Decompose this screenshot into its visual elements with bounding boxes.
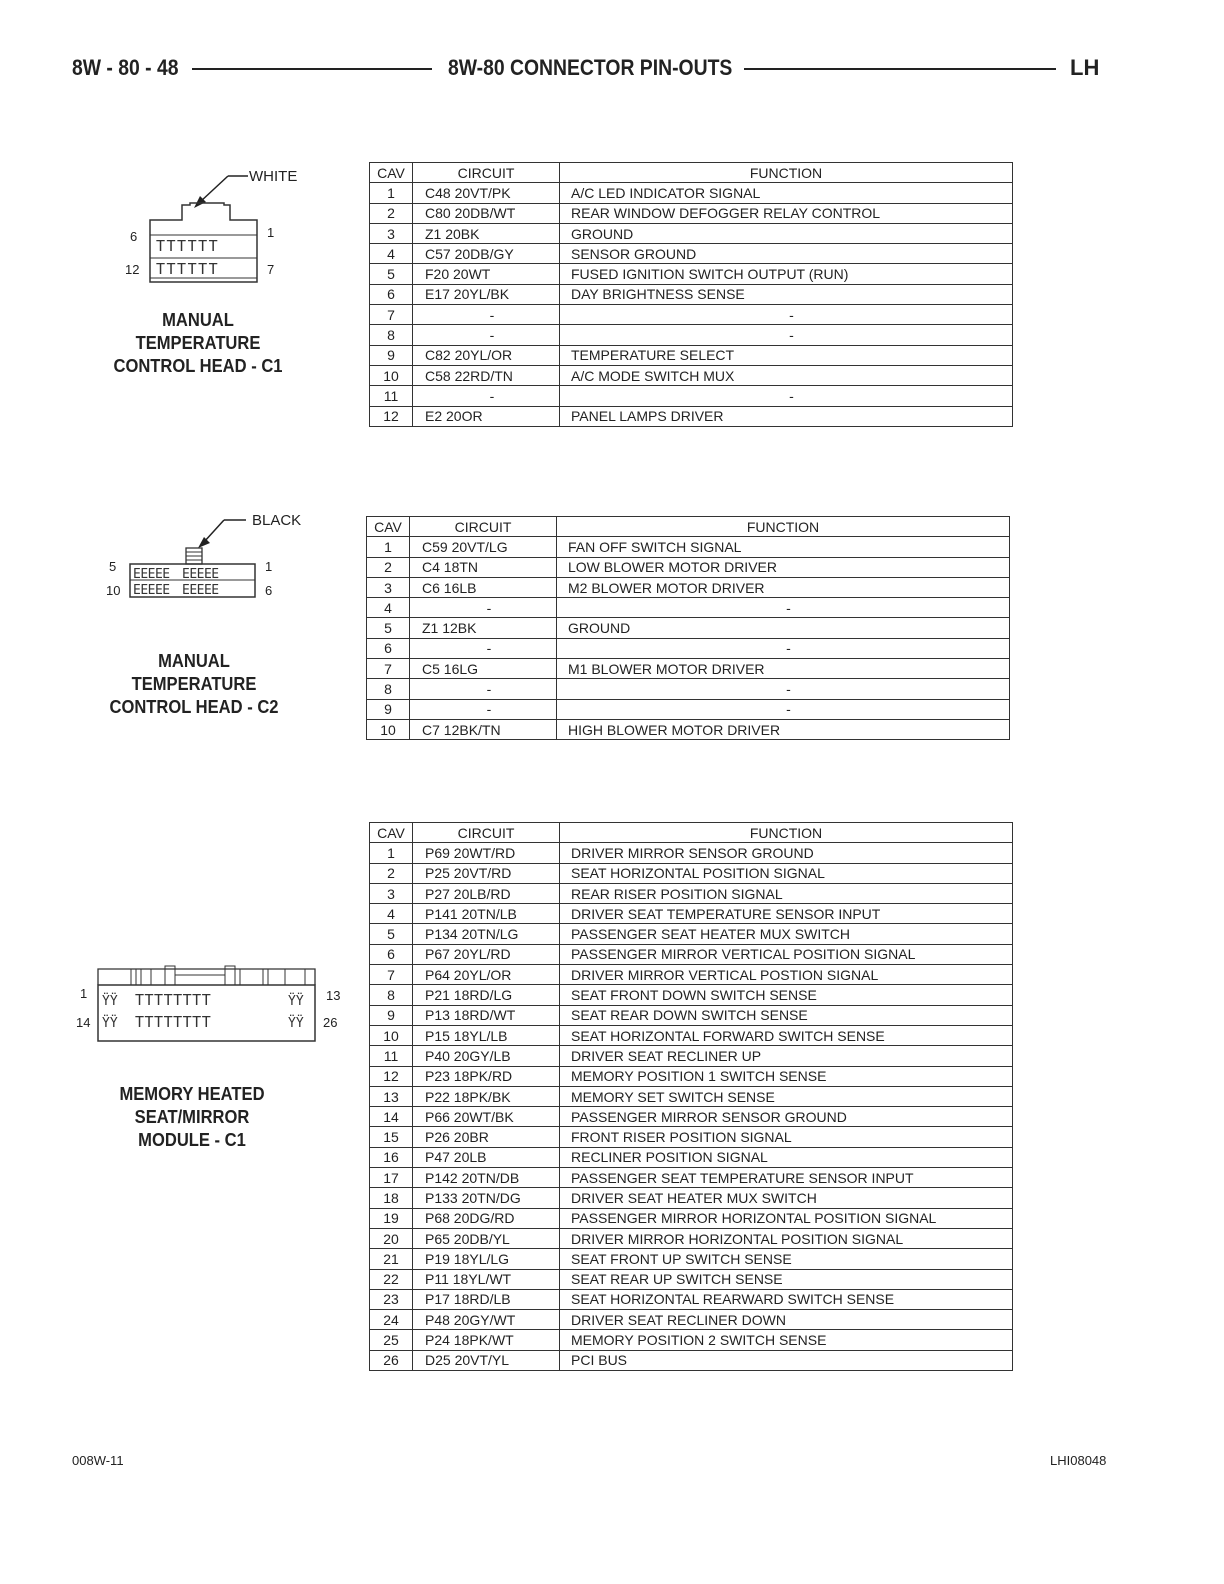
function-cell: - bbox=[560, 386, 1013, 406]
column-header: CAV bbox=[367, 517, 410, 537]
cav-cell: 12 bbox=[370, 1066, 413, 1086]
function-cell: REAR WINDOW DEFOGGER RELAY CONTROL bbox=[560, 203, 1013, 223]
function-cell: PANEL LAMPS DRIVER bbox=[560, 406, 1013, 426]
circuit-cell: E2 20OR bbox=[413, 406, 560, 426]
function-cell: FUSED IGNITION SWITCH OUTPUT (RUN) bbox=[560, 264, 1013, 284]
table-row bbox=[370, 325, 1013, 345]
connector-memory-caption bbox=[93, 1083, 292, 1152]
caption-line: MANUAL TEMPERATURE bbox=[135, 310, 261, 353]
footer-right-code: LHI08048 bbox=[1050, 1453, 1107, 1468]
function-cell: M2 BLOWER MOTOR DRIVER bbox=[557, 577, 1010, 597]
cav-cell: 10 bbox=[370, 365, 413, 385]
function-cell: PASSENGER SEAT TEMPERATURE SENSOR INPUT bbox=[560, 1168, 1013, 1188]
side-label: LH bbox=[1070, 55, 1100, 80]
function-cell: - bbox=[560, 305, 1013, 325]
circuit-cell: E17 20YL/BK bbox=[413, 284, 560, 304]
cav-cell: 12 bbox=[370, 406, 413, 426]
cav-cell: 11 bbox=[370, 386, 413, 406]
column-header: CAV bbox=[370, 823, 413, 843]
function-cell: SEAT FRONT DOWN SWITCH SENSE bbox=[560, 985, 1013, 1005]
table-row bbox=[367, 699, 1010, 719]
connector-c1-pin-label-12: 12 bbox=[125, 262, 140, 277]
function-cell: DRIVER SEAT TEMPERATURE SENSOR INPUT bbox=[560, 904, 1013, 924]
connector-memory-pin-label-1: 1 bbox=[80, 986, 88, 1001]
cav-cell: 1 bbox=[370, 183, 413, 203]
table-row bbox=[370, 924, 1013, 944]
function-cell: SEAT REAR DOWN SWITCH SENSE bbox=[560, 1005, 1013, 1025]
cav-cell: 1 bbox=[370, 843, 413, 863]
circuit-cell: D25 20VT/YL bbox=[413, 1350, 560, 1370]
circuit-cell: P134 20TN/LG bbox=[413, 924, 560, 944]
function-cell: HIGH BLOWER MOTOR DRIVER bbox=[557, 719, 1010, 739]
cav-cell: 22 bbox=[370, 1269, 413, 1289]
circuit-cell: - bbox=[410, 699, 557, 719]
circuit-cell: P142 20TN/DB bbox=[413, 1168, 560, 1188]
function-cell: GROUND bbox=[557, 618, 1010, 638]
svg-text:EEEEE: EEEEE bbox=[133, 583, 170, 598]
function-cell: GROUND bbox=[560, 223, 1013, 243]
function-cell: DRIVER SEAT RECLINER UP bbox=[560, 1046, 1013, 1066]
connector-c1-color: WHITE bbox=[249, 168, 298, 185]
caption-line: MODULE - C1 bbox=[138, 1130, 246, 1150]
column-header: CIRCUIT bbox=[413, 163, 560, 183]
table-row bbox=[370, 1249, 1013, 1269]
cav-cell: 26 bbox=[370, 1350, 413, 1370]
table-row bbox=[370, 1086, 1013, 1106]
table-row bbox=[370, 863, 1013, 883]
circuit-cell: P11 18YL/WT bbox=[413, 1269, 560, 1289]
circuit-cell: C82 20YL/OR bbox=[413, 345, 560, 365]
table-row bbox=[370, 365, 1013, 385]
circuit-cell: - bbox=[410, 638, 557, 658]
function-cell: DRIVER SEAT HEATER MUX SWITCH bbox=[560, 1188, 1013, 1208]
circuit-cell: P66 20WT/BK bbox=[413, 1107, 560, 1127]
function-cell: - bbox=[557, 638, 1010, 658]
table-row bbox=[370, 223, 1013, 243]
circuit-cell: P67 20YL/RD bbox=[413, 944, 560, 964]
table-header-row bbox=[370, 163, 1013, 183]
circuit-cell: C7 12BK/TN bbox=[410, 719, 557, 739]
cav-cell: 6 bbox=[370, 284, 413, 304]
cav-cell: 2 bbox=[370, 203, 413, 223]
connector-memory-pin-label-26: 26 bbox=[323, 1015, 338, 1030]
cav-cell: 23 bbox=[370, 1289, 413, 1309]
cav-cell: 6 bbox=[367, 638, 410, 658]
cav-cell: 17 bbox=[370, 1168, 413, 1188]
function-cell: SEAT HORIZONTAL FORWARD SWITCH SENSE bbox=[560, 1025, 1013, 1045]
cav-cell: 3 bbox=[370, 223, 413, 243]
caption-line: CONTROL HEAD - C2 bbox=[109, 697, 279, 717]
circuit-cell: P22 18PK/BK bbox=[413, 1086, 560, 1106]
circuit-cell: - bbox=[413, 305, 560, 325]
svg-text:TTTTTTTT: TTTTTTTT bbox=[135, 991, 212, 1009]
function-cell: MEMORY POSITION 2 SWITCH SENSE bbox=[560, 1330, 1013, 1350]
function-cell: FAN OFF SWITCH SIGNAL bbox=[557, 537, 1010, 557]
page-header bbox=[0, 55, 1224, 87]
header-rule-left bbox=[192, 68, 432, 70]
circuit-cell: C80 20DB/WT bbox=[413, 203, 560, 223]
function-cell: SEAT FRONT UP SWITCH SENSE bbox=[560, 1249, 1013, 1269]
circuit-cell: C58 22RD/TN bbox=[413, 365, 560, 385]
table-row bbox=[367, 659, 1010, 679]
function-cell: SEAT HORIZONTAL POSITION SIGNAL bbox=[560, 863, 1013, 883]
connector-c1-pinout-table bbox=[369, 162, 1013, 427]
function-cell: - bbox=[560, 325, 1013, 345]
column-header: FUNCTION bbox=[557, 517, 1010, 537]
table-row bbox=[370, 904, 1013, 924]
circuit-cell: P25 20VT/RD bbox=[413, 863, 560, 883]
function-cell: SEAT REAR UP SWITCH SENSE bbox=[560, 1269, 1013, 1289]
cav-cell: 5 bbox=[370, 264, 413, 284]
circuit-cell: P17 18RD/LB bbox=[413, 1289, 560, 1309]
table-row bbox=[367, 537, 1010, 557]
table-row bbox=[370, 1046, 1013, 1066]
svg-text:TTTTTT: TTTTTT bbox=[156, 260, 220, 278]
connector-memory-pin-label-14: 14 bbox=[76, 1015, 91, 1030]
table-row bbox=[370, 1269, 1013, 1289]
svg-text:ŸŸ: ŸŸ bbox=[288, 994, 304, 1009]
table-row bbox=[370, 345, 1013, 365]
cav-cell: 1 bbox=[367, 537, 410, 557]
circuit-cell: P21 18RD/LG bbox=[413, 985, 560, 1005]
table-row bbox=[370, 1107, 1013, 1127]
table-row bbox=[370, 386, 1013, 406]
column-header: CIRCUIT bbox=[413, 823, 560, 843]
column-header: CAV bbox=[370, 163, 413, 183]
table-row bbox=[367, 719, 1010, 739]
circuit-cell: P23 18PK/RD bbox=[413, 1066, 560, 1086]
table-row bbox=[367, 618, 1010, 638]
column-header: FUNCTION bbox=[560, 163, 1013, 183]
table-row bbox=[367, 638, 1010, 658]
function-cell: DRIVER MIRROR VERTICAL POSTION SIGNAL bbox=[560, 965, 1013, 985]
caption-line: CONTROL HEAD - C1 bbox=[113, 356, 283, 376]
cav-cell: 5 bbox=[367, 618, 410, 638]
cav-cell: 9 bbox=[367, 699, 410, 719]
table-row bbox=[367, 557, 1010, 577]
cav-cell: 8 bbox=[370, 325, 413, 345]
cav-cell: 4 bbox=[367, 598, 410, 618]
connector-c2-pin-label-6: 6 bbox=[265, 583, 273, 598]
circuit-cell: P65 20DB/YL bbox=[413, 1228, 560, 1248]
cav-cell: 4 bbox=[370, 244, 413, 264]
table-row bbox=[370, 406, 1013, 426]
cav-cell: 7 bbox=[370, 305, 413, 325]
circuit-cell: P24 18PK/WT bbox=[413, 1330, 560, 1350]
circuit-cell: C59 20VT/LG bbox=[410, 537, 557, 557]
circuit-cell: Z1 12BK bbox=[410, 618, 557, 638]
cav-cell: 10 bbox=[370, 1025, 413, 1045]
cav-cell: 8 bbox=[370, 985, 413, 1005]
circuit-cell: C5 16LG bbox=[410, 659, 557, 679]
cav-cell: 11 bbox=[370, 1046, 413, 1066]
caption-line: MANUAL TEMPERATURE bbox=[131, 651, 257, 694]
cav-cell: 10 bbox=[367, 719, 410, 739]
connector-c1-pin-label-1: 1 bbox=[267, 225, 275, 240]
svg-text:ŸŸ: ŸŸ bbox=[288, 1016, 304, 1031]
table-row bbox=[370, 944, 1013, 964]
circuit-cell: - bbox=[413, 386, 560, 406]
function-cell: MEMORY SET SWITCH SENSE bbox=[560, 1086, 1013, 1106]
cav-cell: 9 bbox=[370, 1005, 413, 1025]
function-cell: PASSENGER MIRROR SENSOR GROUND bbox=[560, 1107, 1013, 1127]
function-cell: SEAT HORIZONTAL REARWARD SWITCH SENSE bbox=[560, 1289, 1013, 1309]
function-cell: TEMPERATURE SELECT bbox=[560, 345, 1013, 365]
footer-left-code: 008W-11 bbox=[72, 1453, 124, 1468]
cav-cell: 7 bbox=[367, 659, 410, 679]
circuit-cell: P40 20GY/LB bbox=[413, 1046, 560, 1066]
table-row bbox=[370, 1330, 1013, 1350]
table-row bbox=[370, 1228, 1013, 1248]
connector-c1-pin-label-6: 6 bbox=[130, 229, 138, 244]
cav-cell: 14 bbox=[370, 1107, 413, 1127]
table-header-row bbox=[367, 517, 1010, 537]
svg-text:TTTTTT: TTTTTT bbox=[156, 237, 220, 255]
table-row bbox=[370, 244, 1013, 264]
svg-text:EEEEE: EEEEE bbox=[182, 583, 219, 598]
column-header: CIRCUIT bbox=[410, 517, 557, 537]
circuit-cell: C48 20VT/PK bbox=[413, 183, 560, 203]
cav-cell: 3 bbox=[367, 577, 410, 597]
cav-cell: 7 bbox=[370, 965, 413, 985]
cav-cell: 20 bbox=[370, 1228, 413, 1248]
circuit-cell: P133 20TN/DG bbox=[413, 1188, 560, 1208]
function-cell: - bbox=[557, 699, 1010, 719]
cav-cell: 2 bbox=[370, 863, 413, 883]
function-cell: PCI BUS bbox=[560, 1350, 1013, 1370]
cav-cell: 21 bbox=[370, 1249, 413, 1269]
function-cell: PASSENGER MIRROR VERTICAL POSITION SIGNAL bbox=[560, 944, 1013, 964]
circuit-cell: - bbox=[410, 679, 557, 699]
function-cell: DAY BRIGHTNESS SENSE bbox=[560, 284, 1013, 304]
function-cell: - bbox=[557, 679, 1010, 699]
page-number: 8W - 80 - 48 bbox=[72, 55, 179, 80]
header-rule-right bbox=[744, 68, 1056, 70]
table-row bbox=[370, 1025, 1013, 1045]
function-cell: SENSOR GROUND bbox=[560, 244, 1013, 264]
function-cell: PASSENGER SEAT HEATER MUX SWITCH bbox=[560, 924, 1013, 944]
table-row bbox=[367, 679, 1010, 699]
connector-c2-caption bbox=[95, 650, 294, 719]
function-cell: DRIVER MIRROR HORIZONTAL POSITION SIGNAL bbox=[560, 1228, 1013, 1248]
circuit-cell: P47 20LB bbox=[413, 1147, 560, 1167]
svg-text:ŸŸ: ŸŸ bbox=[102, 1016, 118, 1031]
function-cell: A/C LED INDICATOR SIGNAL bbox=[560, 183, 1013, 203]
circuit-cell: P69 20WT/RD bbox=[413, 843, 560, 863]
column-header: FUNCTION bbox=[560, 823, 1013, 843]
table-row bbox=[370, 1208, 1013, 1228]
function-cell: LOW BLOWER MOTOR DRIVER bbox=[557, 557, 1010, 577]
table-row bbox=[370, 203, 1013, 223]
cav-cell: 3 bbox=[370, 883, 413, 903]
connector-c2-color: BLACK bbox=[252, 512, 302, 529]
connector-c1-pin-label-7: 7 bbox=[267, 262, 275, 277]
circuit-cell: P26 20BR bbox=[413, 1127, 560, 1147]
caption-line: SEAT/MIRROR bbox=[134, 1107, 250, 1127]
svg-text:TTTTTTTT: TTTTTTTT bbox=[135, 1013, 212, 1031]
svg-text:EEEEE: EEEEE bbox=[133, 567, 170, 582]
page-title: 8W-80 CONNECTOR PIN-OUTS bbox=[448, 55, 733, 80]
connector-c2-pin-label-1: 1 bbox=[265, 559, 273, 574]
circuit-cell: C6 16LB bbox=[410, 577, 557, 597]
function-cell: PASSENGER MIRROR HORIZONTAL POSITION SIGNAL bbox=[560, 1208, 1013, 1228]
circuit-cell: Z1 20BK bbox=[413, 223, 560, 243]
circuit-cell: P141 20TN/LB bbox=[413, 904, 560, 924]
table-row bbox=[370, 1350, 1013, 1370]
function-cell: DRIVER SEAT RECLINER DOWN bbox=[560, 1310, 1013, 1330]
function-cell: M1 BLOWER MOTOR DRIVER bbox=[557, 659, 1010, 679]
cav-cell: 16 bbox=[370, 1147, 413, 1167]
circuit-cell: C57 20DB/GY bbox=[413, 244, 560, 264]
function-cell: DRIVER MIRROR SENSOR GROUND bbox=[560, 843, 1013, 863]
cav-cell: 13 bbox=[370, 1086, 413, 1106]
table-row bbox=[370, 985, 1013, 1005]
cav-cell: 15 bbox=[370, 1127, 413, 1147]
circuit-cell: P19 18YL/LG bbox=[413, 1249, 560, 1269]
function-cell: REAR RISER POSITION SIGNAL bbox=[560, 883, 1013, 903]
table-row bbox=[367, 577, 1010, 597]
circuit-cell: P48 20GY/WT bbox=[413, 1310, 560, 1330]
table-header-row bbox=[370, 823, 1013, 843]
connector-memory-pinout-table bbox=[369, 822, 1013, 1371]
cav-cell: 4 bbox=[370, 904, 413, 924]
function-cell: MEMORY POSITION 1 SWITCH SENSE bbox=[560, 1066, 1013, 1086]
circuit-cell: P15 18YL/LB bbox=[413, 1025, 560, 1045]
svg-text:EEEEE: EEEEE bbox=[182, 567, 219, 582]
circuit-cell: C4 18TN bbox=[410, 557, 557, 577]
caption-line: MEMORY HEATED bbox=[119, 1084, 265, 1104]
function-cell: RECLINER POSITION SIGNAL bbox=[560, 1147, 1013, 1167]
cav-cell: 9 bbox=[370, 345, 413, 365]
table-row bbox=[370, 1147, 1013, 1167]
circuit-cell: P68 20DG/RD bbox=[413, 1208, 560, 1228]
connector-c2-pin-label-10: 10 bbox=[106, 583, 121, 598]
table-row bbox=[370, 284, 1013, 304]
connector-c2-pinout-table bbox=[366, 516, 1010, 740]
connector-c2-pin-label-5: 5 bbox=[109, 559, 117, 574]
circuit-cell: P64 20YL/OR bbox=[413, 965, 560, 985]
function-cell: FRONT RISER POSITION SIGNAL bbox=[560, 1127, 1013, 1147]
cav-cell: 6 bbox=[370, 944, 413, 964]
cav-cell: 24 bbox=[370, 1310, 413, 1330]
function-cell: - bbox=[557, 598, 1010, 618]
table-row bbox=[370, 1005, 1013, 1025]
connector-memory-module-diagram bbox=[95, 965, 325, 1045]
connector-c1-caption bbox=[99, 309, 298, 378]
circuit-cell: - bbox=[410, 598, 557, 618]
circuit-cell: - bbox=[413, 325, 560, 345]
cav-cell: 18 bbox=[370, 1188, 413, 1208]
cav-cell: 25 bbox=[370, 1330, 413, 1350]
table-row bbox=[370, 1066, 1013, 1086]
table-row bbox=[370, 264, 1013, 284]
table-row bbox=[370, 1289, 1013, 1309]
cav-cell: 8 bbox=[367, 679, 410, 699]
table-row bbox=[370, 965, 1013, 985]
circuit-cell: P27 20LB/RD bbox=[413, 883, 560, 903]
table-row bbox=[367, 598, 1010, 618]
table-row bbox=[370, 305, 1013, 325]
cav-cell: 2 bbox=[367, 557, 410, 577]
table-row bbox=[370, 1188, 1013, 1208]
cav-cell: 19 bbox=[370, 1208, 413, 1228]
svg-text:ŸŸ: ŸŸ bbox=[102, 994, 118, 1009]
cav-cell: 5 bbox=[370, 924, 413, 944]
table-row bbox=[370, 843, 1013, 863]
table-row bbox=[370, 1310, 1013, 1330]
circuit-cell: P13 18RD/WT bbox=[413, 1005, 560, 1025]
circuit-cell: F20 20WT bbox=[413, 264, 560, 284]
table-row bbox=[370, 1127, 1013, 1147]
function-cell: A/C MODE SWITCH MUX bbox=[560, 365, 1013, 385]
table-row bbox=[370, 883, 1013, 903]
table-row bbox=[370, 183, 1013, 203]
table-row bbox=[370, 1168, 1013, 1188]
connector-memory-pin-label-13: 13 bbox=[326, 988, 341, 1003]
